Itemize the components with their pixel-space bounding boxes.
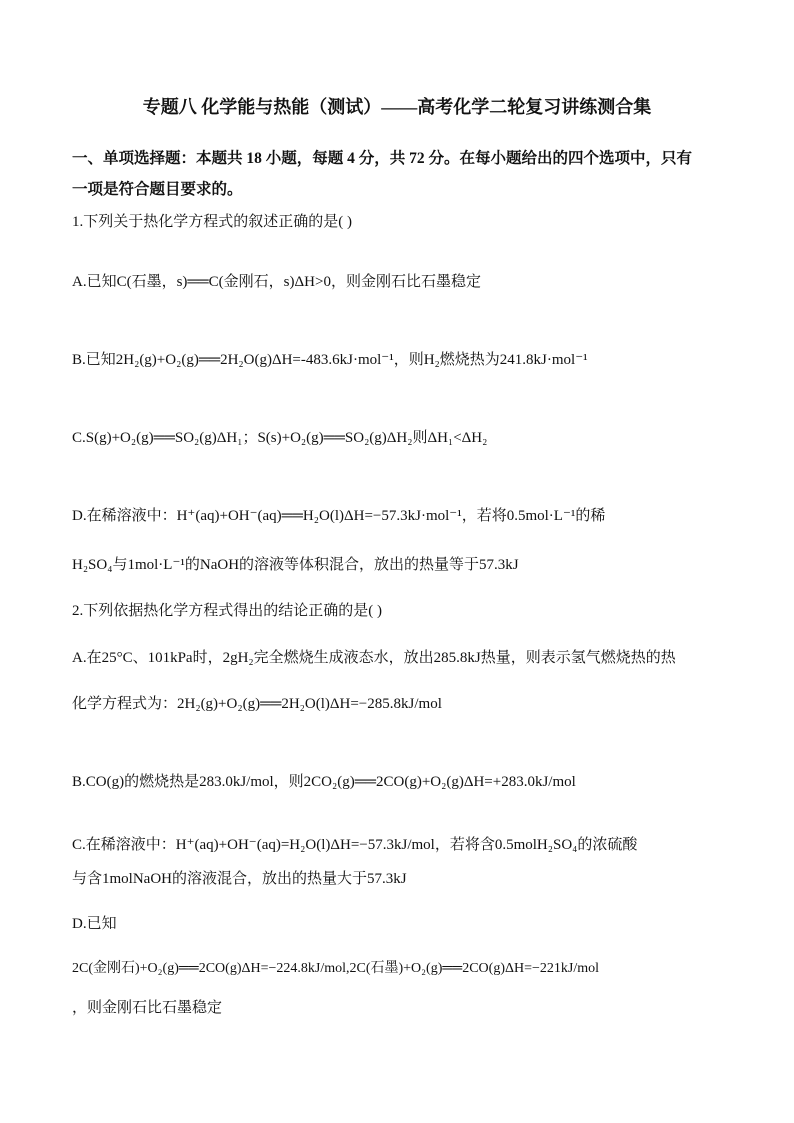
question-2-stem: 2.下列依据热化学方程式得出的结论正确的是( ) — [72, 603, 382, 619]
question-1-option-c: C.S(g)+O₂(g)══SO₂(g)ΔH₁；S(s)+O₂(g)══SO₂(g)ΔH₂则ΔH₁<ΔH₂ — [72, 430, 488, 446]
section-instruction-line-2: 一项是符合题目要求的。 — [72, 181, 243, 198]
page-title: 专题八 化学能与热能（测试）——高考化学二轮复习讲练测合集 — [142, 97, 652, 117]
question-2-option-a-line-2: 化学方程式为：2H₂(g)+O₂(g)══2H₂O(l)ΔH=−285.8kJ/mol — [72, 696, 442, 712]
question-2-option-d-line-3: ，则金刚石比石墨稳定 — [72, 1000, 223, 1016]
question-2-option-d-line-1: D.已知 — [72, 916, 117, 932]
section-instruction-line-1: 一、单项选择题：本题共 18 小题，每题 4 分，共 72 分。在每小题给出的四个选项中，只有 — [72, 150, 693, 167]
question-2-option-b: B.CO(g)的燃烧热是283.0kJ/mol，则2CO₂(g)══2CO(g)+O₂(g)ΔH=+283.0kJ/mol — [72, 774, 576, 790]
question-1-option-d-line-2: H₂SO₄与1mol·L⁻¹的NaOH的溶液等体积混合，放出的热量等于57.3kJ — [72, 557, 519, 573]
question-2-option-d-equation: 2C(金刚石)+O₂(g)══2CO(g)ΔH=−224.8kJ/mol,2C(石墨)+O₂(g)══2CO(g)ΔH=−221kJ/mol — [72, 961, 600, 976]
question-2-option-c-line-2: 与含1molNaOH的溶液混合，放出的热量大于57.3kJ — [72, 871, 407, 887]
question-2-option-c-line-1: C.在稀溶液中：H⁺(aq)+OH⁻(aq)=H₂O(l)ΔH=−57.3kJ/mol，若将含0.5molH₂SO₄的浓硫酸 — [72, 837, 638, 853]
question-1-option-d-line-1: D.在稀溶液中：H⁺(aq)+OH⁻(aq)══H₂O(l)ΔH=−57.3kJ·mol⁻¹，若将0.5mol·L⁻¹的稀 — [72, 508, 606, 524]
question-1-option-b: B.已知2H₂(g)+O₂(g)══2H₂O(g)ΔH=-483.6kJ·mol⁻¹，则H₂燃烧热为241.8kJ·mol⁻¹ — [72, 352, 588, 368]
question-1-option-a: A.已知C(石墨，s)══C(金刚石，s)ΔH>0，则金刚石比石墨稳定 — [72, 274, 481, 290]
question-1-stem: 1.下列关于热化学方程式的叙述正确的是( ) — [72, 214, 352, 230]
question-2-option-a-line-1: A.在25°C、101kPa时，2gH₂完全燃烧生成液态水，放出285.8kJ热量，则表示氢气燃烧热的热 — [72, 650, 676, 666]
